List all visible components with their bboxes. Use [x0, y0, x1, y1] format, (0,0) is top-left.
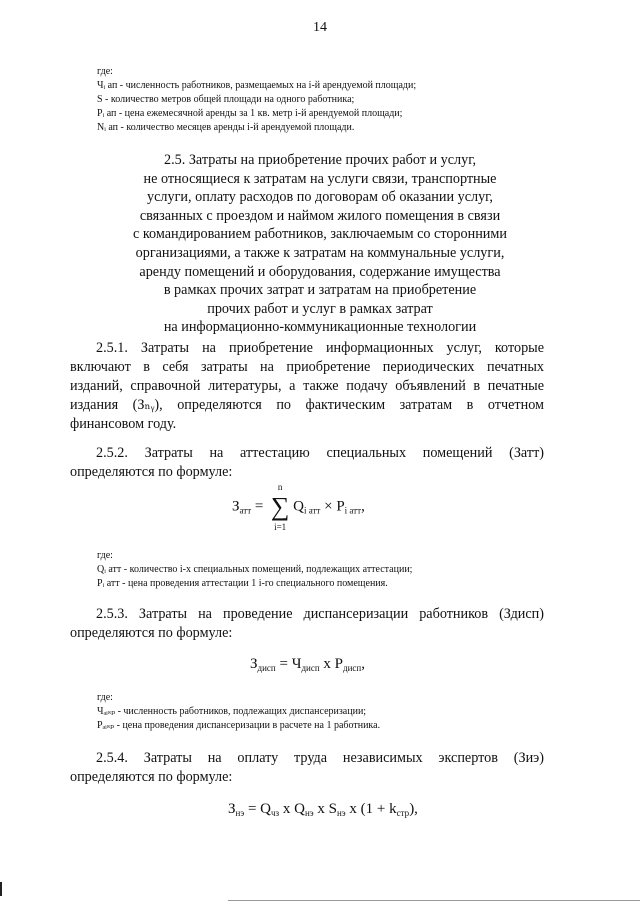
paragraph-line: изданий, справочной литературы, а также подачу объявлений в печатные: [70, 378, 544, 394]
formula-subscript: i атт: [344, 505, 362, 516]
formula-symbol: Q: [294, 801, 305, 817]
paragraph-line: определяются по формуле:: [70, 625, 233, 641]
formula-subscript: нэ: [235, 808, 245, 818]
definition-line: Pᵢ атт - цена проведения аттестации 1 i-го специального помещения.: [97, 578, 388, 589]
formula-subscript: нэ: [336, 808, 346, 818]
definition-line: S - количество метров общей площади на одного работника;: [97, 94, 355, 105]
formula-symbol: (1 + k: [360, 801, 397, 817]
formula-operator: =: [279, 656, 288, 672]
paragraph-2-5-2: [70, 444, 544, 482]
formula-operator: ×: [324, 498, 333, 515]
definitions-label: где:: [97, 692, 113, 703]
sum-upper-limit: n: [277, 482, 283, 492]
formula-symbol: Q: [293, 498, 304, 515]
paragraph-line: 2.5.2. Затраты на аттестацию специальных помещений (Затт): [96, 445, 544, 461]
sum-lower-limit: i=1: [274, 522, 287, 532]
formula-punctuation: ),: [409, 801, 418, 817]
sum-sign: [269, 482, 291, 532]
formula-subscript: чз: [271, 808, 280, 818]
heading-line: на информационно-коммуникационные технологии: [163, 319, 477, 336]
formula-subscript: атт: [239, 505, 252, 516]
paragraph-line: 2.5.3. Затраты на проведение диспансеризации работников (Здисп): [96, 606, 544, 622]
heading-line: связанных с проездом и наймом жилого помещения в связи: [139, 207, 501, 224]
formula-subscript: дисп: [257, 663, 276, 673]
paragraph-2-5-3: [70, 605, 544, 643]
definition-line: Чₔᵢₛₚ - численность работников, подлежащих диспансеризации;: [97, 706, 367, 717]
heading-line: аренду помещений и оборудования, содержание имущества: [139, 263, 501, 280]
formula-subscript: i атт: [303, 505, 321, 516]
formula-symbol: З: [228, 801, 236, 817]
heading-line: прочих работ и услуг в рамках затрат: [207, 300, 433, 317]
scan-bottom-line: [228, 900, 640, 901]
definition-line: Nᵢ ап - количество месяцев аренды i-й арендуемой площади.: [97, 122, 355, 133]
definition-line: Pᵢ ап - цена ежемесячной аренды за 1 кв. метр i-й арендуемой площади;: [97, 108, 403, 119]
paragraph-line: 2.5.1. Затраты на приобретение информационных услуг, которые: [96, 340, 544, 356]
formula-operator: =: [254, 498, 264, 515]
page-number: 14: [313, 20, 327, 35]
paragraph-line: включают в себя затраты на приобретение периодических печатных: [70, 359, 544, 375]
definitions-label: где:: [97, 66, 113, 77]
formula-punctuation: ,: [361, 656, 365, 672]
formula-subscript: стр: [396, 808, 410, 818]
formula-symbol: P: [336, 498, 345, 515]
paragraph-line: 2.5.4. Затраты на оплату труда независимых экспертов (Зиэ): [96, 750, 544, 766]
section-heading-2-5: [70, 151, 570, 337]
formula-punctuation: ,: [361, 498, 365, 515]
formula-subscript: дисп: [343, 663, 362, 673]
definition-line: Qᵢ атт - количество i-х специальных помещений, подлежащих аттестации;: [97, 564, 413, 575]
formula-subscript: дисп: [301, 663, 320, 673]
heading-line: с командированием работников, заключаемым со сторонними: [133, 226, 507, 243]
formula-operator: x: [317, 801, 325, 817]
paragraph-line: издания (Зₙᵧ), определяются по фактическим затратам в отчетном: [70, 397, 544, 413]
formula-operator: =: [247, 801, 257, 817]
formula-operator: x: [323, 656, 331, 672]
heading-line: 2.5. Затраты на приобретение прочих работ и услуг,: [164, 152, 476, 168]
heading-line: не относящиеся к затратам на услуги связи, транспортные: [143, 170, 497, 187]
paragraph-line: определяются по формуле:: [70, 769, 233, 785]
paragraph-line: определяются по формуле:: [70, 464, 233, 480]
sigma-icon: ∑: [270, 492, 290, 521]
paragraph-2-5-4: [70, 749, 544, 787]
formula-symbol: S: [328, 801, 337, 817]
heading-line: услуги, оплату расходов по договорам об оказании услуг,: [147, 189, 493, 206]
definitions-block-3: [97, 691, 567, 733]
formula-symbol: Q: [260, 801, 272, 817]
formula-symbol: P: [334, 656, 344, 672]
formula-operator: x: [349, 801, 357, 817]
formula-symbol: З: [250, 656, 258, 672]
formula-symbol: Ч: [291, 656, 302, 672]
formula-dispensarization: [250, 656, 365, 673]
heading-line: организациями, а также к затратам на коммунальные услуги,: [135, 244, 505, 261]
definitions-block-1: [97, 65, 567, 135]
definitions-label: где:: [97, 550, 113, 561]
definition-line: Pₔᵢₛₚ - цена проведения диспансеризации в расчете на 1 работника.: [97, 720, 381, 731]
paragraph-line: финансовом году.: [70, 416, 177, 432]
formula-operator: x: [282, 801, 291, 817]
heading-line: в рамках прочих затрат и затратам на приобретение: [163, 282, 477, 299]
formula-symbol: З: [232, 498, 240, 515]
formula-subscript: нэ: [304, 808, 314, 818]
definitions-block-2: [97, 549, 567, 591]
definition-line: Чᵢ ап - численность работников, размещаемых на i-й арендуемой площади;: [97, 80, 417, 91]
formula-attestation: [232, 482, 365, 532]
scan-edge-mark: [0, 882, 2, 896]
paragraph-2-5-1: [70, 339, 544, 434]
formula-experts: [228, 801, 418, 818]
